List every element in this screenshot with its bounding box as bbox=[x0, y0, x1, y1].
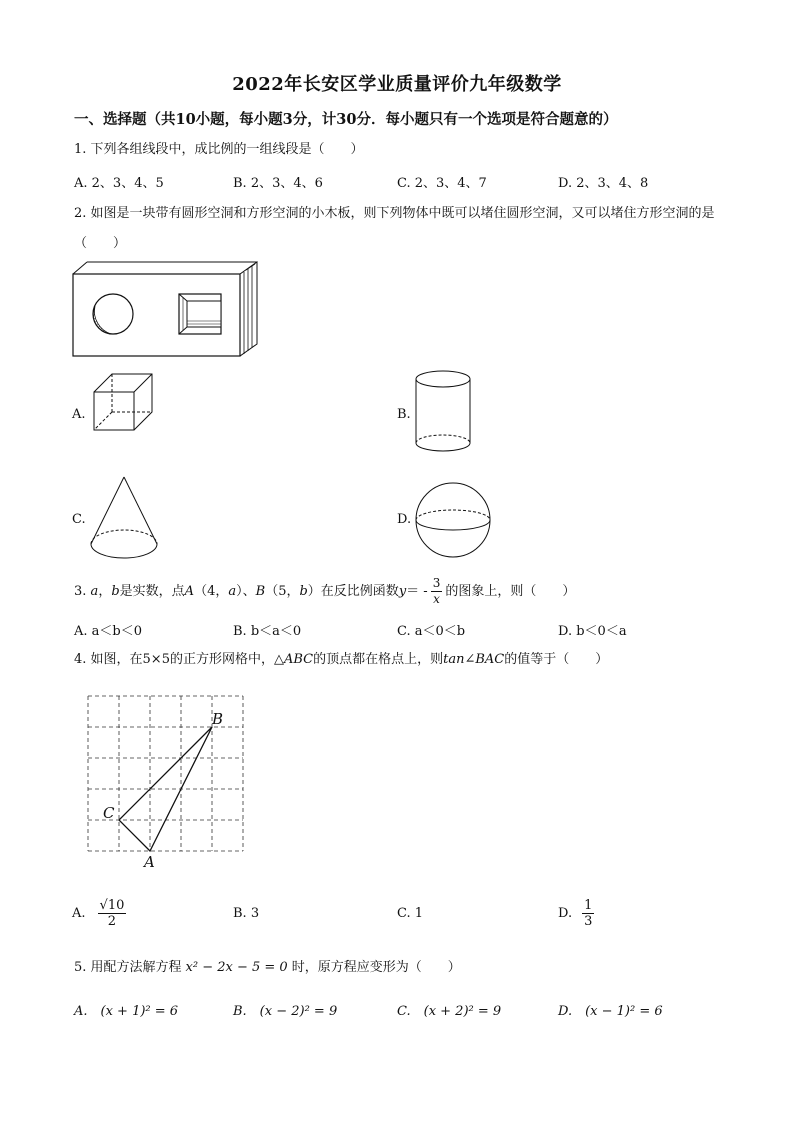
q5-option-d[interactable]: D. (x − 1)² = 6 bbox=[558, 1004, 663, 1019]
q5-option-a[interactable]: A. (x + 1)² = 6 bbox=[74, 1004, 179, 1019]
q5-option-b[interactable]: B. (x − 2)² = 9 bbox=[233, 1004, 338, 1019]
cube-figure[interactable] bbox=[88, 370, 158, 432]
q1-option-b[interactable]: B. 2、3、4、6 bbox=[233, 176, 323, 191]
q3-option-d[interactable]: D. b＜0＜a bbox=[558, 624, 627, 639]
q3-fraction: $\frac{3}{x}$ bbox=[432, 576, 441, 606]
vertex-label-a: A bbox=[144, 853, 155, 868]
q2-option-c-label[interactable]: C. bbox=[72, 512, 86, 527]
q4-option-b[interactable]: B. 3 bbox=[233, 906, 260, 921]
q2-option-d-label[interactable]: D. bbox=[397, 512, 412, 527]
q1-option-a[interactable]: A. 2、3、4、5 bbox=[74, 176, 164, 191]
q3-stem: 3. a，b是实数，点A（4，a）、B（5，b）在反比例函数y＝ - $\frac{3}{x}$ 的图象上，则（ ） bbox=[74, 576, 576, 606]
wooden-board-figure bbox=[70, 258, 262, 360]
q3-option-a[interactable]: A. a＜b＜0 bbox=[74, 624, 142, 639]
q4-option-c[interactable]: C. 1 bbox=[397, 906, 424, 921]
q1-option-d[interactable]: D. 2、3、4、8 bbox=[558, 176, 649, 191]
q2-option-b-label[interactable]: B. bbox=[397, 407, 411, 422]
cone-figure[interactable] bbox=[88, 474, 160, 564]
vertex-label-b: B bbox=[212, 710, 224, 728]
q2-stem: 2. 如图是一块带有圆形空洞和方形空洞的小木板，则下列物体中既可以堵住圆形空洞，又可以堵住方形空洞的是（ ） bbox=[74, 206, 715, 251]
q4-option-a[interactable]: A. $\frac{√10}{2}$ bbox=[72, 898, 125, 929]
q5-option-c[interactable]: C. (x + 2)² = 9 bbox=[397, 1004, 502, 1019]
q4-option-d[interactable]: D. $\frac{1}{3}$ bbox=[558, 898, 593, 929]
q3-option-b[interactable]: B. b＜a＜0 bbox=[233, 624, 302, 639]
section-heading: 一、选择题（共10小题，每小题3分，计30分．每小题只有一个选项是符合题意的） bbox=[74, 111, 618, 128]
vertex-label-c: C bbox=[103, 804, 115, 822]
q3-option-c[interactable]: C. a＜0＜b bbox=[397, 624, 466, 639]
q5-stem: 5. 用配方法解方程 x² − 2x − 5 = 0 时，原方程应变形为（ ） bbox=[74, 960, 461, 975]
page-title: 2022年长安区学业质量评价九年级数学 bbox=[232, 74, 562, 95]
grid-triangle-figure bbox=[80, 688, 250, 868]
q4-stem: 4. 如图，在5×5的正方形网格中，△ABC的顶点都在格点上，则tan∠BAC的值等于（ ） bbox=[74, 652, 609, 667]
sphere-figure[interactable] bbox=[413, 480, 493, 560]
q2-option-a-label[interactable]: A. bbox=[72, 407, 86, 422]
cylinder-figure[interactable] bbox=[413, 368, 473, 458]
q1-stem: 1. 下列各组线段中，成比例的一组线段是（ ） bbox=[74, 142, 364, 157]
q1-option-c[interactable]: C. 2、3、4、7 bbox=[397, 176, 487, 191]
